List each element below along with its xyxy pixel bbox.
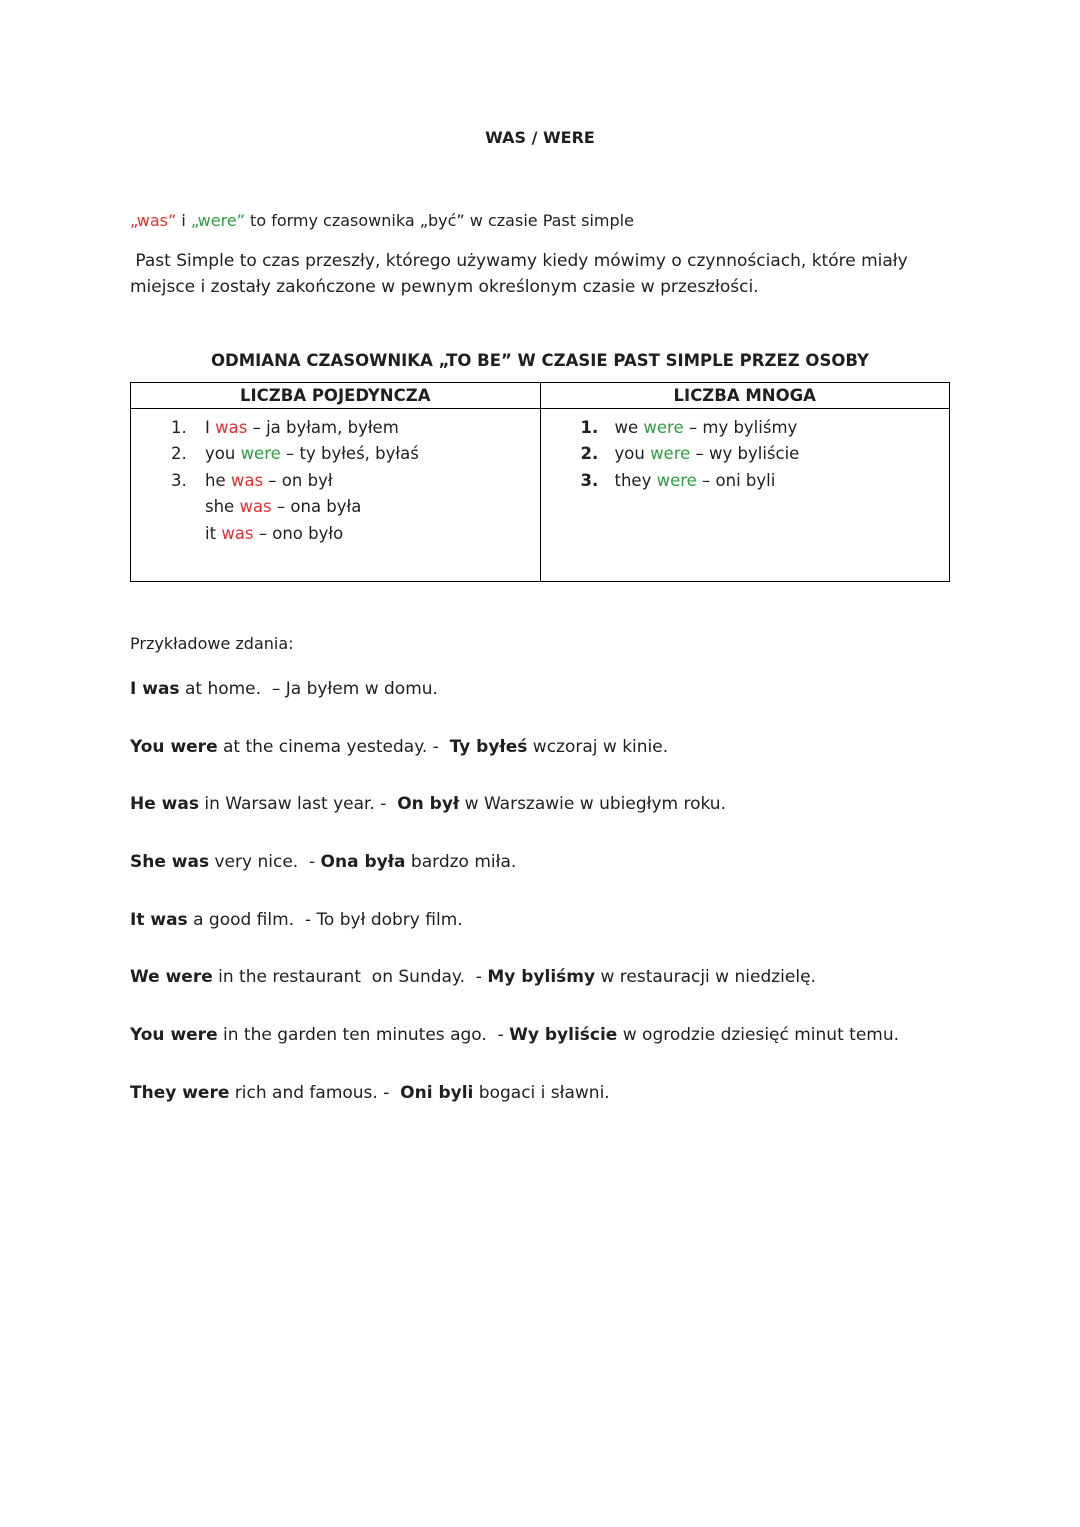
subject-verb-pl: My byliśmy (487, 967, 596, 988)
subject-verb-en: We were (130, 967, 213, 988)
example-sentence (130, 850, 950, 875)
conjugation-row (551, 468, 940, 495)
subject-verb-en: It was (130, 909, 188, 930)
conjugation-heading: ODMIANA CZASOWNIKA „TO BE” W CZASIE PAST SIMPLE PRZEZ OSOBY (211, 350, 869, 370)
conjugation-row (551, 415, 940, 442)
sentence-rest-pl: Ja byłem w domu. (285, 679, 438, 700)
row-text (205, 468, 333, 495)
row-text (615, 468, 776, 495)
intro-line (130, 211, 950, 230)
pronoun: they (614, 470, 657, 490)
subject-verb-en: He was (130, 794, 199, 815)
subject-verb-pl: Oni byli (400, 1082, 474, 1103)
row-number: 2. (580, 444, 599, 464)
pronoun: she (205, 497, 240, 517)
were-word: „were” (190, 211, 245, 230)
translation: – my byliśmy (683, 417, 798, 437)
was-word: was (215, 417, 248, 437)
subject-verb-en: They were (130, 1082, 230, 1103)
subject-verb-pl: Ona była (320, 852, 406, 873)
example-sentence (130, 792, 950, 817)
conjugation-table (130, 382, 950, 583)
conjugation-row (141, 415, 530, 442)
subject-verb-pl: Ty byłeś (449, 736, 528, 757)
translation: – ona była (271, 497, 362, 517)
pronoun: I (205, 417, 216, 437)
row-number: 1. (580, 417, 599, 437)
pronoun: you (205, 444, 241, 464)
pronoun: it (205, 523, 222, 543)
translation: – wy byliście (690, 444, 800, 464)
were-word: were (643, 417, 684, 437)
sentence-rest-en: a good film. - (187, 909, 317, 930)
conjugation-row (551, 441, 940, 468)
examples-label: Przykładowe zdania: (130, 634, 294, 654)
was-word: was (239, 497, 272, 517)
intro-connector: i (176, 211, 191, 230)
sentence-rest-pl: w ogrodzie dziesięć minut temu. (617, 1025, 900, 1046)
example-sentence (130, 1023, 950, 1048)
row-number: 3. (580, 470, 599, 490)
conjugation-row (141, 521, 530, 548)
conjugation-row (141, 441, 530, 468)
subject-verb-pl: On był (397, 794, 460, 815)
translation: – oni byli (696, 470, 776, 490)
column-header-singular: LICZBA POJEDYNCZA (131, 382, 541, 408)
pronoun: you (614, 444, 651, 464)
singular-cell (131, 408, 541, 582)
table-header-row (131, 382, 950, 408)
conjugation-row (141, 494, 530, 521)
row-number: 2. (171, 444, 187, 464)
pronoun: he (205, 470, 231, 490)
row-number: 1. (171, 417, 187, 437)
sentence-rest-en: very nice. - (209, 852, 321, 873)
row-text (205, 521, 343, 548)
were-word: were (240, 444, 281, 464)
translation: – ty byłeś, byłaś (280, 444, 419, 464)
page-title: WAS / WERE (485, 128, 595, 147)
table-body-row (131, 408, 950, 582)
sentence-rest-pl: bardzo miła. (405, 852, 517, 873)
were-word: were (650, 444, 691, 464)
example-sentence (130, 735, 950, 760)
were-word: were (656, 470, 697, 490)
sentence-rest-pl: wczoraj w kinie. (527, 736, 669, 757)
sentence-rest-pl: w Warszawie w ubiegłym roku. (459, 794, 726, 815)
was-word: was (221, 523, 254, 543)
sentence-rest-en: at the cinema yesteday. - (217, 736, 450, 757)
sentence-rest-pl: To był dobry film. (316, 909, 463, 930)
intro-rest: to formy czasownika „być” w czasie Past simple (244, 211, 634, 230)
example-sentence (130, 908, 950, 933)
subject-verb-en: I was (130, 679, 180, 700)
translation: – ja byłam, byłem (247, 417, 399, 437)
translation: – on był (263, 470, 333, 490)
pronoun: we (614, 417, 644, 437)
subject-verb-pl: Wy byliście (509, 1025, 618, 1046)
sentence-rest-en: in the garden ten minutes ago. - (217, 1025, 510, 1046)
conjugation-row (141, 468, 530, 495)
row-text (205, 441, 419, 468)
sentence-rest-en: in Warsaw last year. - (198, 794, 398, 815)
row-text (205, 415, 399, 442)
column-header-plural: LICZBA MNOGA (540, 382, 950, 408)
sentence-rest-pl: w restauracji w niedzielę. (595, 967, 816, 988)
sentence-rest-en: rich and famous. - (229, 1082, 401, 1103)
row-text (205, 494, 361, 521)
was-word: was (230, 470, 264, 490)
sentence-rest-pl: bogaci i sławni. (473, 1082, 610, 1103)
row-number: 3. (171, 470, 187, 490)
row-number (171, 521, 205, 548)
row-text (615, 441, 800, 468)
example-sentence (130, 677, 950, 702)
subject-verb-en: You were (130, 736, 218, 757)
sentence-rest-en: in the restaurant on Sunday. - (212, 967, 488, 988)
sentence-rest-en: at home. – (179, 679, 286, 700)
subject-verb-en: She was (130, 852, 210, 873)
was-word: „was” (130, 211, 177, 230)
plural-cell (540, 408, 950, 582)
subject-verb-en: You were (130, 1025, 218, 1046)
translation: – ono było (253, 523, 344, 543)
example-sentence (130, 1081, 950, 1106)
example-sentence (130, 965, 950, 990)
intro-paragraph: Past Simple to czas przeszły, którego używamy kiedy mówimy o czynnościach, które miały miejsce i zostały zakończone w pewnym określonym czasie w przeszłości. (130, 251, 914, 298)
row-text (615, 415, 798, 442)
row-number (171, 494, 205, 521)
